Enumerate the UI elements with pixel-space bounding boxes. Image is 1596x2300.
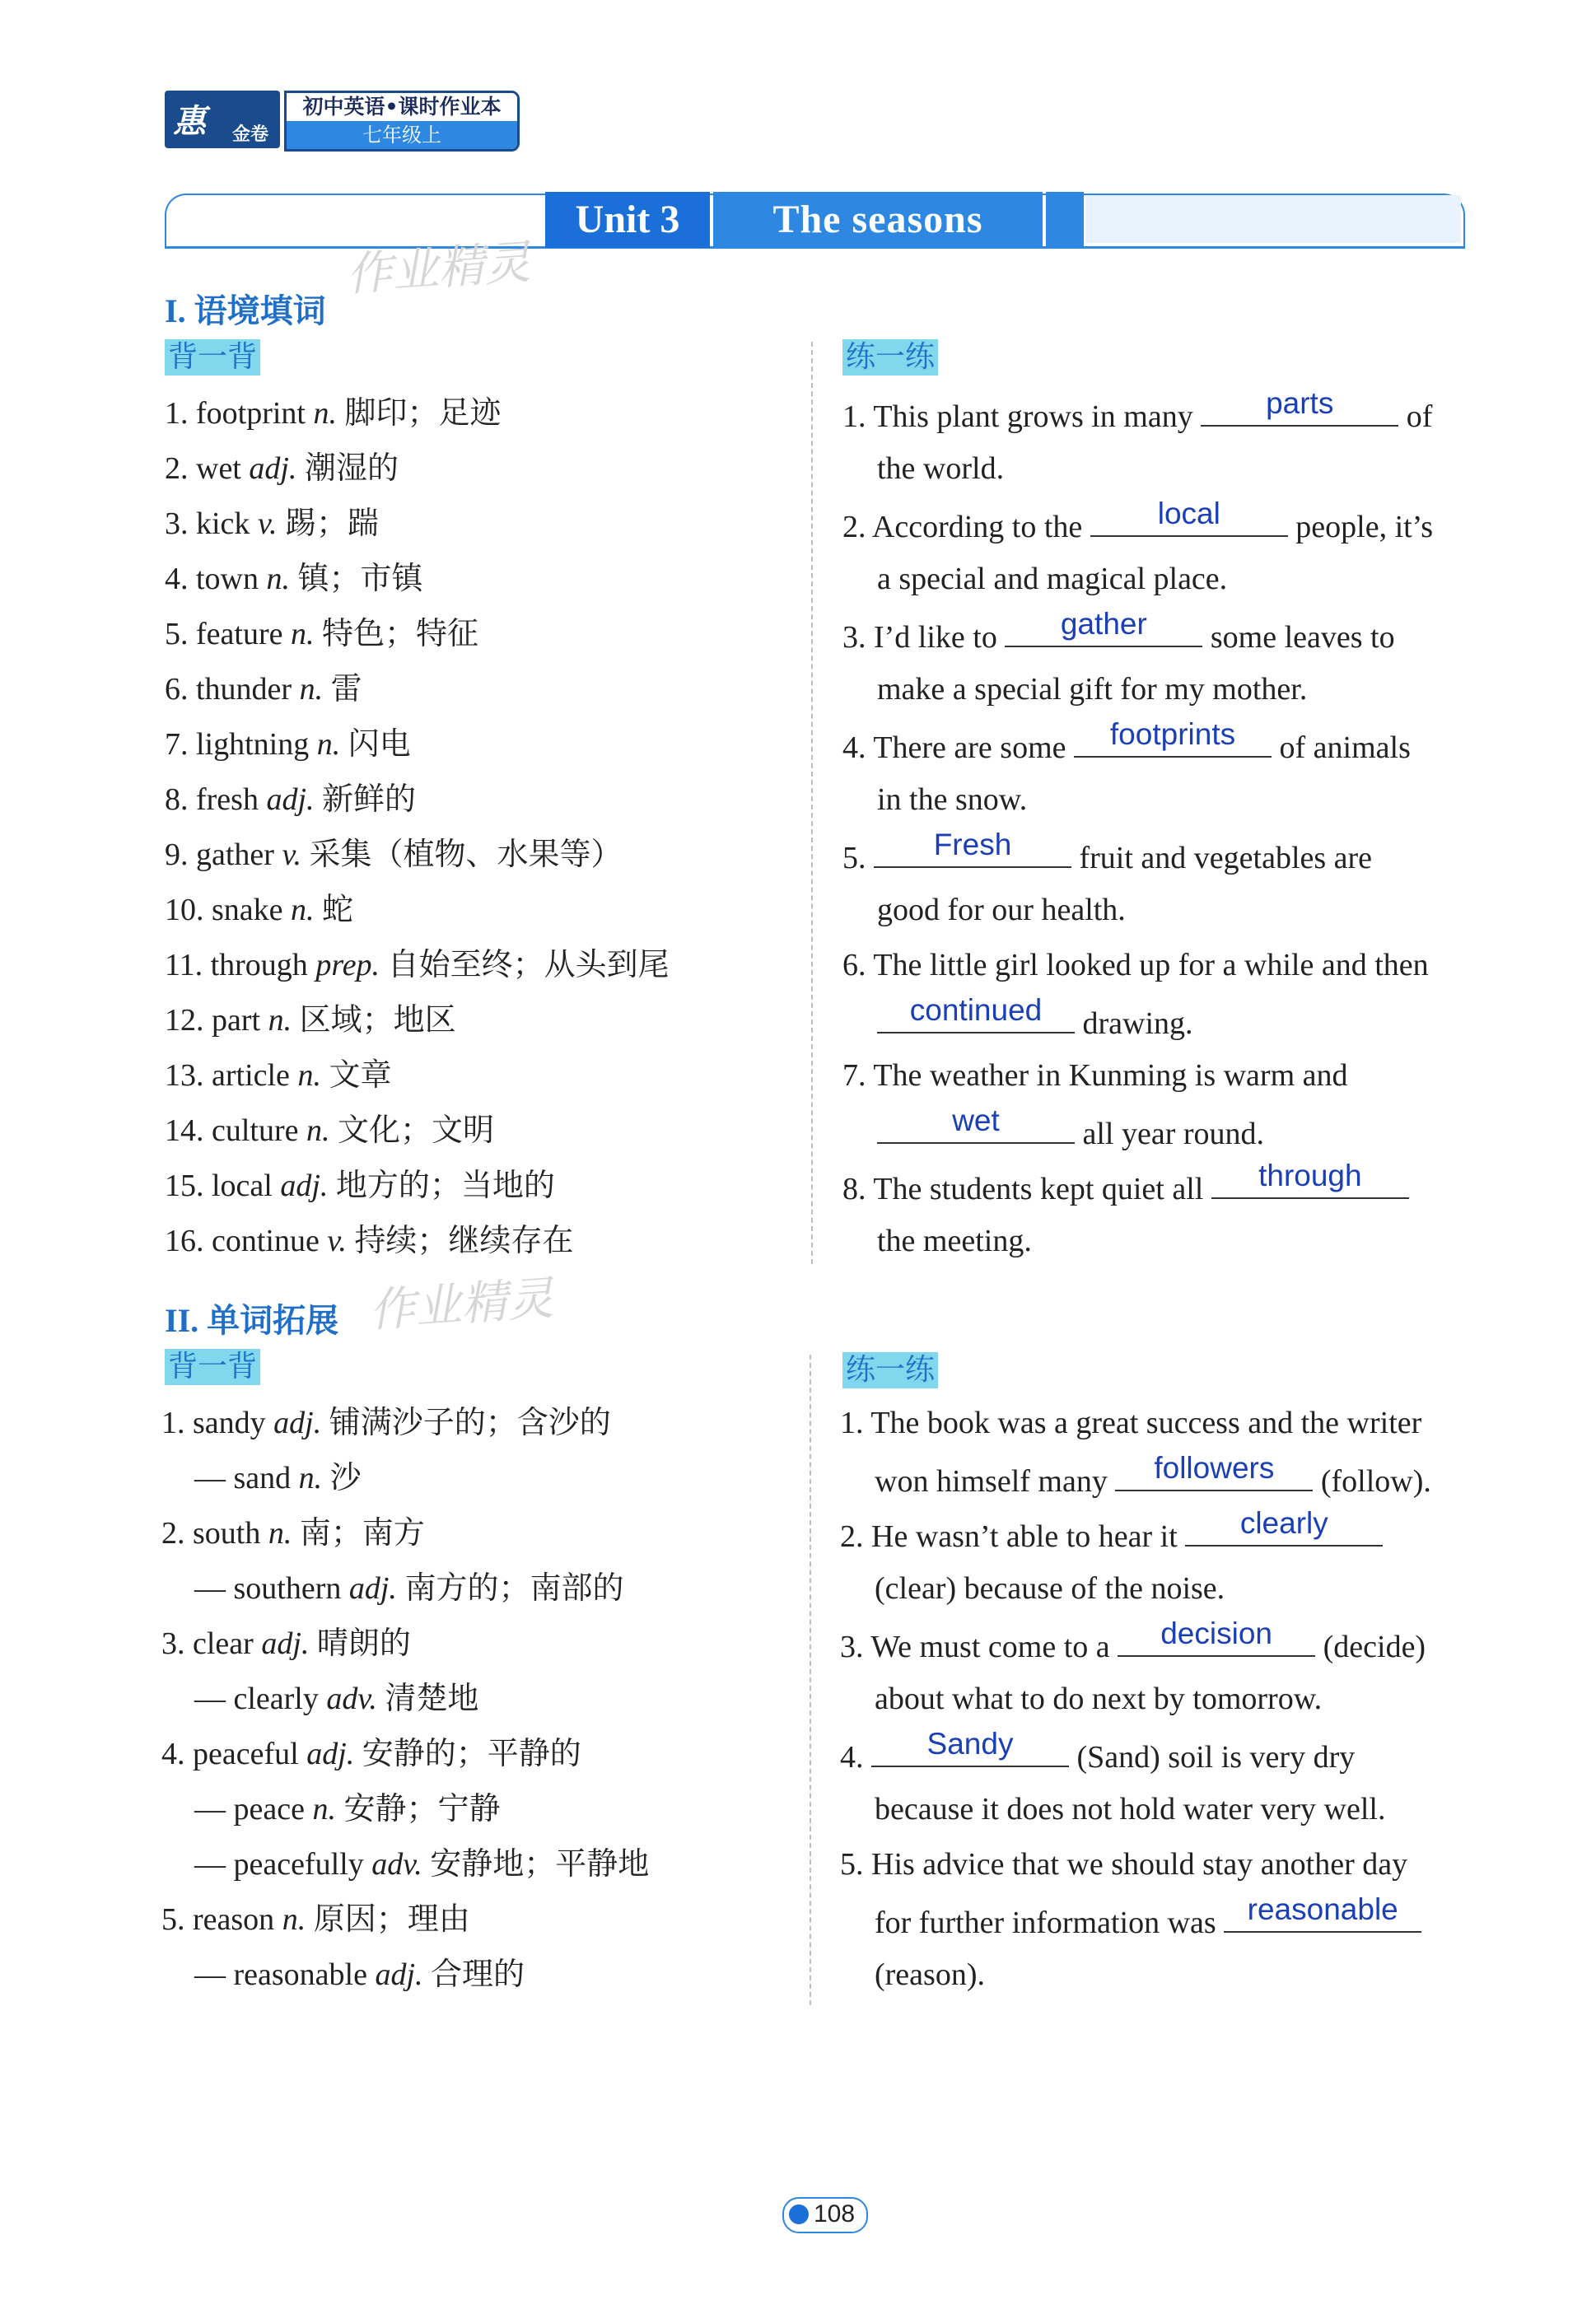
entry-number: 13. xyxy=(165,1058,204,1093)
entry-word: 1. sandy xyxy=(161,1406,266,1440)
text-line xyxy=(840,1617,1426,1665)
entry-meaning: 南；南方 xyxy=(299,1516,425,1551)
exercise-text: 3. I’d like to xyxy=(842,620,997,655)
page-dot-icon xyxy=(789,2204,809,2224)
answer-blank xyxy=(1211,1159,1409,1199)
text-line xyxy=(840,1405,1421,1441)
text-line xyxy=(840,1846,1407,1882)
column-divider xyxy=(811,342,813,1264)
exercise-text: 6. The little girl looked up for a while and then xyxy=(842,948,1429,982)
exercise-text: the world. xyxy=(877,451,1005,486)
entry-number: 16. xyxy=(165,1224,204,1258)
entry-meaning: 安静；宁静 xyxy=(343,1792,501,1826)
entry-pos: n. xyxy=(268,1516,292,1551)
entry-word: — peacefully xyxy=(194,1847,364,1882)
section-2-practice-head: 练一练 xyxy=(842,1352,938,1388)
entry-meaning: 区域；地区 xyxy=(299,1003,456,1038)
entry-number: 5. xyxy=(165,617,189,651)
derived-word-entry xyxy=(194,1957,525,1993)
logo-sub-text: 金卷 xyxy=(232,124,269,145)
exercise-text: all year round. xyxy=(1082,1117,1265,1151)
answer-text: local xyxy=(1157,497,1220,530)
text-line xyxy=(877,892,1126,928)
derived-word-entry xyxy=(194,1791,500,1827)
entry-pos: adj. xyxy=(261,1626,310,1661)
entry-meaning: 安静地；平静地 xyxy=(430,1847,650,1882)
entry-word: 5. reason xyxy=(161,1902,275,1937)
exercise-text: 5. His advice that we should stay another day xyxy=(840,1847,1408,1882)
text-line xyxy=(875,1892,1421,1941)
entry-pos: adj. xyxy=(348,1571,397,1606)
entry-pos: v. xyxy=(257,506,278,541)
section-2-title: II. 单词拓展 xyxy=(165,1302,339,1339)
entry-pos: n. xyxy=(290,617,315,651)
text-line xyxy=(840,1506,1383,1555)
section-1-recite-head: 背一背 xyxy=(165,339,260,376)
answer-text: footprints xyxy=(1109,717,1236,751)
exercise-text: people, it’s xyxy=(1295,510,1434,544)
text-line xyxy=(842,607,1395,655)
entry-number: 12. xyxy=(165,1003,204,1038)
entry-meaning: 晴朗的 xyxy=(316,1626,411,1661)
text-line xyxy=(842,1159,1409,1207)
answer-text: reasonable xyxy=(1247,1892,1398,1926)
unit-number: Unit 3 xyxy=(545,192,710,248)
entry-number: 7. xyxy=(165,727,189,762)
entry-number: 14. xyxy=(165,1113,204,1148)
exercise-text: (reason). xyxy=(875,1957,985,1992)
text-line xyxy=(842,1057,1348,1094)
entry-pos: adj. xyxy=(280,1169,329,1203)
answer-blank xyxy=(1185,1506,1383,1547)
word-entry xyxy=(161,1515,425,1551)
word-entry xyxy=(165,1057,391,1094)
entry-meaning: 自始至终；从头到尾 xyxy=(387,948,670,982)
entry-number: 15. xyxy=(165,1169,204,1203)
book-label xyxy=(284,91,520,152)
entry-meaning: 合理的 xyxy=(431,1957,525,1992)
word-entry xyxy=(165,616,478,652)
answer-blank xyxy=(874,828,1071,868)
entry-word: thunder xyxy=(196,672,292,707)
answer-blank xyxy=(877,993,1075,1033)
exercise-text: fruit and vegetables are xyxy=(1079,841,1373,875)
exercise-text: in the snow. xyxy=(877,782,1028,817)
entry-meaning: 铺满沙子的；含沙的 xyxy=(329,1406,611,1440)
entry-pos: adj. xyxy=(266,782,315,817)
watermark: 作业精灵 xyxy=(367,1271,556,1338)
entry-word: lightning xyxy=(196,727,310,762)
entry-number: 2. xyxy=(165,451,189,486)
entry-word: — sand xyxy=(194,1461,292,1495)
entry-pos: adj. xyxy=(375,1957,423,1992)
answer-text: Fresh xyxy=(933,828,1012,861)
entry-word: town xyxy=(196,562,259,596)
entry-meaning: 特色；特征 xyxy=(321,617,478,651)
entry-word: — clearly xyxy=(194,1682,319,1716)
word-entry xyxy=(165,671,362,707)
exercise-text: (Sand) soil is very dry xyxy=(1076,1740,1356,1775)
entry-word: 2. south xyxy=(161,1516,261,1551)
entry-pos: n. xyxy=(313,396,337,431)
answer-text: parts xyxy=(1266,386,1334,420)
entry-number: 10. xyxy=(165,893,204,927)
answer-text: followers xyxy=(1154,1451,1275,1485)
derived-word-entry xyxy=(194,1681,478,1717)
word-entry xyxy=(161,1901,470,1938)
word-entry xyxy=(165,1223,573,1259)
answer-text: clearly xyxy=(1239,1506,1328,1540)
entry-word: local xyxy=(212,1169,273,1203)
logo-main-text: 惠 xyxy=(173,102,206,141)
entry-number: 11. xyxy=(165,948,203,982)
exercise-text: 7. The weather in Kunming is warm and xyxy=(842,1058,1348,1093)
entry-number: 8. xyxy=(165,782,189,817)
exercise-text: because it does not hold water very well. xyxy=(875,1792,1386,1826)
exercise-text: make a special gift for my mother. xyxy=(877,672,1308,707)
entry-word: — peace xyxy=(194,1792,305,1826)
exercise-text: 5. xyxy=(842,841,866,875)
word-entry xyxy=(165,506,379,542)
entry-word: — reasonable xyxy=(194,1957,367,1992)
entry-meaning: 潮湿的 xyxy=(304,451,399,486)
entry-meaning: 闪电 xyxy=(348,727,411,762)
answer-text: gather xyxy=(1060,607,1147,641)
entry-pos: adj. xyxy=(249,451,297,486)
section-2-recite-head: 背一背 xyxy=(165,1349,260,1385)
text-line xyxy=(875,1451,1431,1500)
section-1-title: I. 语境填词 xyxy=(165,292,326,329)
entry-pos: n. xyxy=(282,1902,306,1937)
entry-meaning: 新鲜的 xyxy=(322,782,417,817)
word-entry xyxy=(165,837,623,873)
exercise-text: 1. The book was a great success and the writer xyxy=(840,1406,1422,1440)
text-line xyxy=(877,450,1004,487)
entry-pos: v. xyxy=(282,837,301,872)
answer-text: decision xyxy=(1160,1617,1272,1650)
exercise-text: of animals xyxy=(1279,730,1411,765)
entry-pos: n. xyxy=(291,893,315,927)
answer-text: through xyxy=(1258,1159,1362,1192)
entry-word: feature xyxy=(196,617,283,651)
text-line xyxy=(875,1570,1225,1607)
entry-pos: n. xyxy=(312,1792,336,1826)
answer-blank xyxy=(1201,386,1398,427)
text-line xyxy=(875,1957,985,1993)
page-number-badge xyxy=(782,2197,868,2233)
entry-meaning: 采集（植物、水果等） xyxy=(309,837,623,872)
answer-blank xyxy=(1090,497,1288,537)
entry-pos: adv. xyxy=(371,1847,422,1882)
text-line xyxy=(877,561,1227,597)
text-line xyxy=(842,717,1411,766)
word-entry xyxy=(165,450,399,487)
entry-meaning: 文化；文明 xyxy=(338,1113,495,1148)
text-line xyxy=(875,1681,1322,1717)
exercise-text: of xyxy=(1406,399,1433,434)
entry-word: snake xyxy=(212,893,283,927)
exercise-text: (clear) because of the noise. xyxy=(875,1571,1225,1606)
entry-word: 3. clear xyxy=(161,1626,254,1661)
word-entry xyxy=(165,781,416,818)
entry-word: through xyxy=(210,948,308,982)
exercise-text: about what to do next by tomorrow. xyxy=(875,1682,1323,1716)
entry-pos: n. xyxy=(268,1003,292,1038)
entry-meaning: 南方的；南部的 xyxy=(404,1571,624,1606)
entry-meaning: 踢；踹 xyxy=(284,506,379,541)
answer-blank xyxy=(877,1103,1075,1144)
exercise-text: for further information was xyxy=(875,1906,1216,1940)
text-line xyxy=(877,1103,1265,1152)
entry-meaning: 地方的；当地的 xyxy=(335,1169,555,1203)
entry-pos: n. xyxy=(298,1461,323,1495)
word-entry xyxy=(165,947,670,983)
exercise-text: 4. xyxy=(840,1740,864,1775)
answer-blank xyxy=(1005,607,1202,647)
exercise-text: (decide) xyxy=(1323,1630,1426,1664)
entry-meaning: 镇；市镇 xyxy=(297,562,423,596)
entry-word: gather xyxy=(196,837,274,872)
answer-text: wet xyxy=(952,1103,1000,1137)
exercise-text: the meeting. xyxy=(877,1224,1032,1258)
text-line xyxy=(875,1791,1385,1827)
word-entry xyxy=(165,1002,456,1038)
entry-meaning: 文章 xyxy=(329,1058,392,1093)
exercise-text: 2. He wasn’t able to hear it xyxy=(840,1519,1178,1554)
word-entry xyxy=(161,1405,611,1441)
book-title: 初中英语•课时作业本 xyxy=(287,93,517,121)
entry-pos: adj. xyxy=(306,1737,355,1771)
exercise-text: 3. We must come to a xyxy=(840,1630,1110,1664)
entry-meaning: 雷 xyxy=(330,672,362,707)
entry-pos: adj. xyxy=(273,1406,322,1440)
publisher-logo xyxy=(165,91,280,148)
word-entry xyxy=(165,726,411,763)
entry-meaning: 原因；理由 xyxy=(313,1902,470,1937)
column-divider xyxy=(810,1355,811,2005)
text-line xyxy=(842,828,1373,876)
entry-word: culture xyxy=(212,1113,299,1148)
entry-word: article xyxy=(212,1058,290,1093)
exercise-text: a special and magical place. xyxy=(877,562,1228,596)
entry-word: 4. peaceful xyxy=(161,1737,299,1771)
entry-number: 3. xyxy=(165,506,189,541)
entry-meaning: 沙 xyxy=(329,1461,362,1495)
answer-text: continued xyxy=(909,993,1043,1027)
entry-word: wet xyxy=(196,451,241,486)
entry-pos: adv. xyxy=(326,1682,377,1716)
exercise-text: good for our health. xyxy=(877,893,1126,927)
book-grade: 七年级上 xyxy=(287,121,517,149)
page-number: 108 xyxy=(814,2200,856,2228)
entry-word: — southern xyxy=(194,1571,342,1606)
entry-number: 6. xyxy=(165,672,189,707)
answer-blank xyxy=(1224,1892,1421,1933)
text-line xyxy=(842,386,1433,435)
word-entry xyxy=(165,395,502,432)
entry-meaning: 清楚地 xyxy=(385,1682,479,1716)
derived-word-entry xyxy=(194,1460,362,1496)
entry-meaning: 安静的；平静的 xyxy=(362,1737,581,1771)
exercise-text: won himself many xyxy=(875,1464,1108,1499)
text-line xyxy=(877,781,1027,818)
text-line xyxy=(877,671,1307,707)
entry-pos: n. xyxy=(316,727,341,762)
word-entry xyxy=(165,892,353,928)
entry-number: 4. xyxy=(165,562,189,596)
entry-number: 1. xyxy=(165,396,189,431)
entry-word: footprint xyxy=(196,396,306,431)
derived-word-entry xyxy=(194,1846,649,1882)
exercise-text: 2. According to the xyxy=(842,510,1083,544)
entry-number: 9. xyxy=(165,837,189,872)
exercise-text: drawing. xyxy=(1082,1006,1193,1041)
unit-banner-tail xyxy=(1046,192,1084,248)
text-line xyxy=(840,1727,1356,1775)
text-line xyxy=(842,497,1434,545)
word-entry xyxy=(165,1168,555,1204)
answer-blank xyxy=(871,1727,1069,1767)
exercise-text: 4. There are some xyxy=(842,730,1066,765)
word-entry xyxy=(165,561,423,597)
exercise-text: 1. This plant grows in many xyxy=(842,399,1193,434)
answer-blank xyxy=(1115,1451,1313,1491)
derived-word-entry xyxy=(194,1570,623,1607)
entry-pos: v. xyxy=(327,1224,347,1258)
entry-word: continue xyxy=(212,1224,320,1258)
exercise-text: 8. The students kept quiet all xyxy=(842,1172,1204,1206)
word-entry xyxy=(161,1626,411,1662)
text-line xyxy=(877,993,1193,1042)
text-line xyxy=(842,947,1429,983)
word-entry xyxy=(161,1736,581,1772)
entry-pos: n. xyxy=(306,1113,330,1148)
exercise-text: (follow). xyxy=(1320,1464,1431,1499)
entry-meaning: 持续；继续存在 xyxy=(354,1224,574,1258)
entry-meaning: 脚印；足迹 xyxy=(344,396,502,431)
watermark: 作业精灵 xyxy=(344,236,533,302)
unit-banner-fill xyxy=(1085,195,1461,243)
text-line xyxy=(877,1223,1032,1259)
exercise-text: some leaves to xyxy=(1210,620,1395,655)
entry-meaning: 蛇 xyxy=(322,893,354,927)
entry-pos: prep. xyxy=(315,948,380,982)
entry-word: fresh xyxy=(196,782,259,817)
entry-pos: n. xyxy=(266,562,290,596)
answer-blank xyxy=(1118,1617,1315,1657)
entry-word: kick xyxy=(196,506,250,541)
entry-pos: n. xyxy=(297,1058,321,1093)
entry-pos: n. xyxy=(299,672,324,707)
section-1-practice-head: 练一练 xyxy=(842,339,938,376)
entry-word: part xyxy=(212,1003,261,1038)
answer-blank xyxy=(1074,717,1272,758)
unit-title: The seasons xyxy=(713,192,1043,248)
word-entry xyxy=(165,1113,494,1149)
answer-text: Sandy xyxy=(926,1727,1014,1761)
